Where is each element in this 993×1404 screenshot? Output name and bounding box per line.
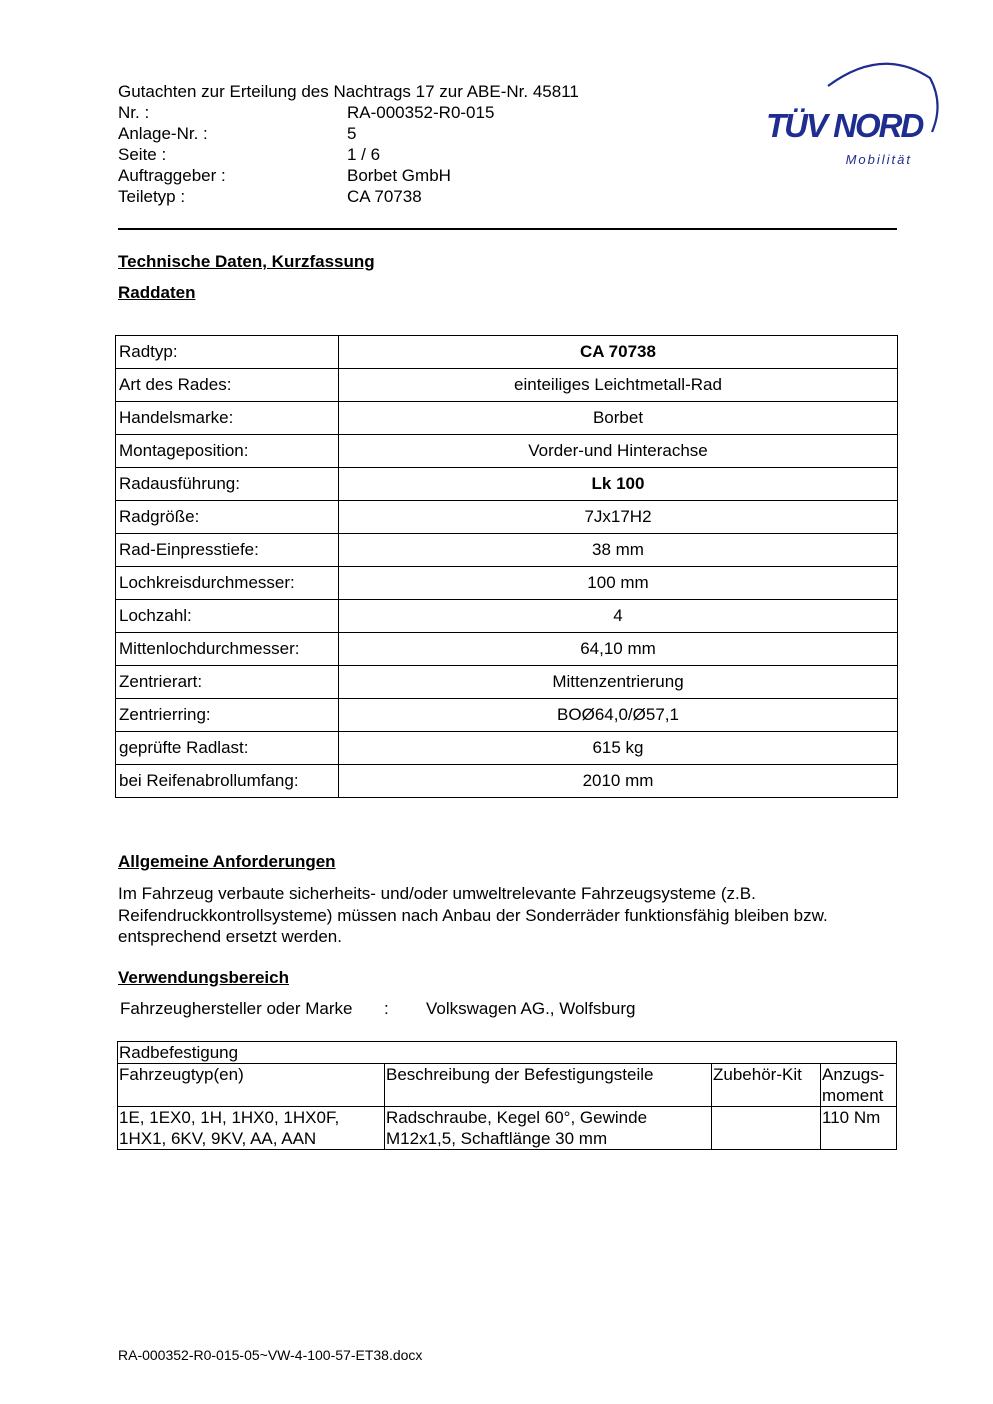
- raddaten-label: Lochkreisdurchmesser:: [116, 567, 339, 600]
- raddaten-label: Art des Rades:: [116, 369, 339, 402]
- table-row: [116, 501, 898, 534]
- cell-anzugsmoment: 110 Nm: [821, 1107, 897, 1150]
- raddaten-value: 100 mm: [339, 567, 898, 600]
- cell-beschreibung-line-2: M12x1,5, Schaftlänge 30 mm: [386, 1129, 608, 1148]
- raddaten-value: 2010 mm: [339, 765, 898, 798]
- allgemein-line-3: entsprechend ersetzt werden.: [118, 927, 342, 946]
- header-label-nr: Nr. :: [118, 103, 150, 122]
- table-row: [116, 402, 898, 435]
- allgemein-line-2: Reifendruckkontrollsysteme) müssen nach Anbau der Sonderräder funktionsfähig bleiben bzw.: [118, 905, 828, 925]
- header-anzugsmoment-line-1: Anzugs-: [822, 1065, 885, 1084]
- table-row: [116, 633, 898, 666]
- radbefestigung-table: [117, 1041, 897, 1150]
- document-title: Gutachten zur Erteilung des Nachtrags 17 zur ABE-Nr. 45811: [118, 82, 579, 101]
- table-row: [116, 369, 898, 402]
- table-row: [116, 468, 898, 501]
- raddaten-value: 38 mm: [339, 534, 898, 567]
- verwendung-label: Fahrzeughersteller oder Marke: [120, 999, 353, 1018]
- table-row: [116, 666, 898, 699]
- header-value-teiletyp: CA 70738: [347, 187, 422, 206]
- table-row: [116, 699, 898, 732]
- header-value-auftraggeber: Borbet GmbH: [347, 166, 451, 185]
- raddaten-label: bei Reifenabrollumfang:: [116, 765, 339, 798]
- table-row: [116, 732, 898, 765]
- raddaten-label: Zentrierring:: [116, 699, 339, 732]
- table-row: [116, 600, 898, 633]
- cell-beschreibung: [385, 1107, 712, 1150]
- raddaten-table: [115, 335, 898, 798]
- raddaten-label: Radgröße:: [116, 501, 339, 534]
- raddaten-value: 4: [339, 600, 898, 633]
- allgemein-paragraph: [118, 883, 908, 948]
- header-label-auftraggeber: Auftraggeber :: [118, 166, 226, 185]
- verwendung-separator: :: [384, 999, 389, 1018]
- cell-fahrzeugtyp: [118, 1107, 385, 1150]
- table-row: [116, 534, 898, 567]
- header-label-anlage: Anlage-Nr. :: [118, 124, 208, 143]
- section-title-verwendung: Verwendungsbereich: [118, 968, 289, 987]
- tuev-nord-arc-icon: [762, 56, 942, 171]
- header-value-seite: 1 / 6: [347, 145, 381, 164]
- raddaten-label: geprüfte Radlast:: [116, 732, 339, 765]
- raddaten-value: 7Jx17H2: [339, 501, 898, 534]
- header-label-teiletyp: Teiletyp :: [118, 187, 186, 206]
- cell-fahrzeugtyp-line-1: 1E, 1EX0, 1H, 1HX0, 1HX0F,: [119, 1108, 340, 1127]
- header-zubehoer-kit: Zubehör-Kit: [712, 1064, 821, 1107]
- table-row: [118, 1107, 897, 1150]
- header-anzugsmoment-line-2: moment: [822, 1086, 884, 1105]
- raddaten-label: Montageposition:: [116, 435, 339, 468]
- raddaten-value: Lk 100: [339, 468, 898, 501]
- raddaten-label: Zentrierart:: [116, 666, 339, 699]
- radbefestigung-caption: Radbefestigung: [118, 1042, 897, 1064]
- raddaten-label: Handelsmarke:: [116, 402, 339, 435]
- raddaten-value: CA 70738: [339, 336, 898, 369]
- table-row: [118, 1064, 897, 1107]
- header-value-nr: RA-000352-R0-015: [347, 103, 495, 122]
- section-title-allgemein: Allgemeine Anforderungen: [118, 852, 336, 871]
- raddaten-value: Vorder-und Hinterachse: [339, 435, 898, 468]
- cell-beschreibung-line-1: Radschraube, Kegel 60°, Gewinde: [386, 1108, 648, 1127]
- raddaten-value: Mittenzentrierung: [339, 666, 898, 699]
- header-label-seite: Seite :: [118, 145, 167, 164]
- table-row: [116, 567, 898, 600]
- table-row: [116, 435, 898, 468]
- header-anzugsmoment: [821, 1064, 897, 1107]
- header-fahrzeugtyp: Fahrzeugtyp(en): [118, 1064, 385, 1107]
- raddaten-label: Radtyp:: [116, 336, 339, 369]
- logo-subtitle: Mobilität: [845, 152, 912, 167]
- header-divider: [118, 228, 897, 230]
- allgemein-line-1: Im Fahrzeug verbaute sicherheits- und/oder umweltrelevante Fahrzeugsysteme (z.B.: [118, 884, 756, 903]
- raddaten-value: 615 kg: [339, 732, 898, 765]
- table-row: [116, 765, 898, 798]
- raddaten-label: Mittenlochdurchmesser:: [116, 633, 339, 666]
- raddaten-value: einteiliges Leichtmetall-Rad: [339, 369, 898, 402]
- raddaten-value: BOØ64,0/Ø57,1: [339, 699, 898, 732]
- tuev-nord-logo: [762, 56, 942, 171]
- raddaten-value: Borbet: [339, 402, 898, 435]
- footer-filename: RA-000352-R0-015-05~VW-4-100-57-ET38.docx: [118, 1347, 423, 1363]
- verwendung-value: Volkswagen AG., Wolfsburg: [426, 999, 636, 1018]
- cell-fahrzeugtyp-line-2: 1HX1, 6KV, 9KV, AA, AAN: [119, 1129, 317, 1148]
- raddaten-value: 64,10 mm: [339, 633, 898, 666]
- header-beschreibung: Beschreibung der Befestigungsteile: [385, 1064, 712, 1107]
- section-subtitle-raddaten: Raddaten: [118, 283, 196, 302]
- table-row: [116, 336, 898, 369]
- raddaten-label: Rad-Einpresstiefe:: [116, 534, 339, 567]
- cell-zubehoer-kit: [712, 1107, 821, 1150]
- raddaten-label: Lochzahl:: [116, 600, 339, 633]
- raddaten-label: Radausführung:: [116, 468, 339, 501]
- section-title-technische-daten: Technische Daten, Kurzfassung: [118, 252, 375, 271]
- table-row: [118, 1042, 897, 1064]
- header-value-anlage: 5: [347, 124, 357, 143]
- logo-wordmark: TÜV NORD: [766, 107, 923, 144]
